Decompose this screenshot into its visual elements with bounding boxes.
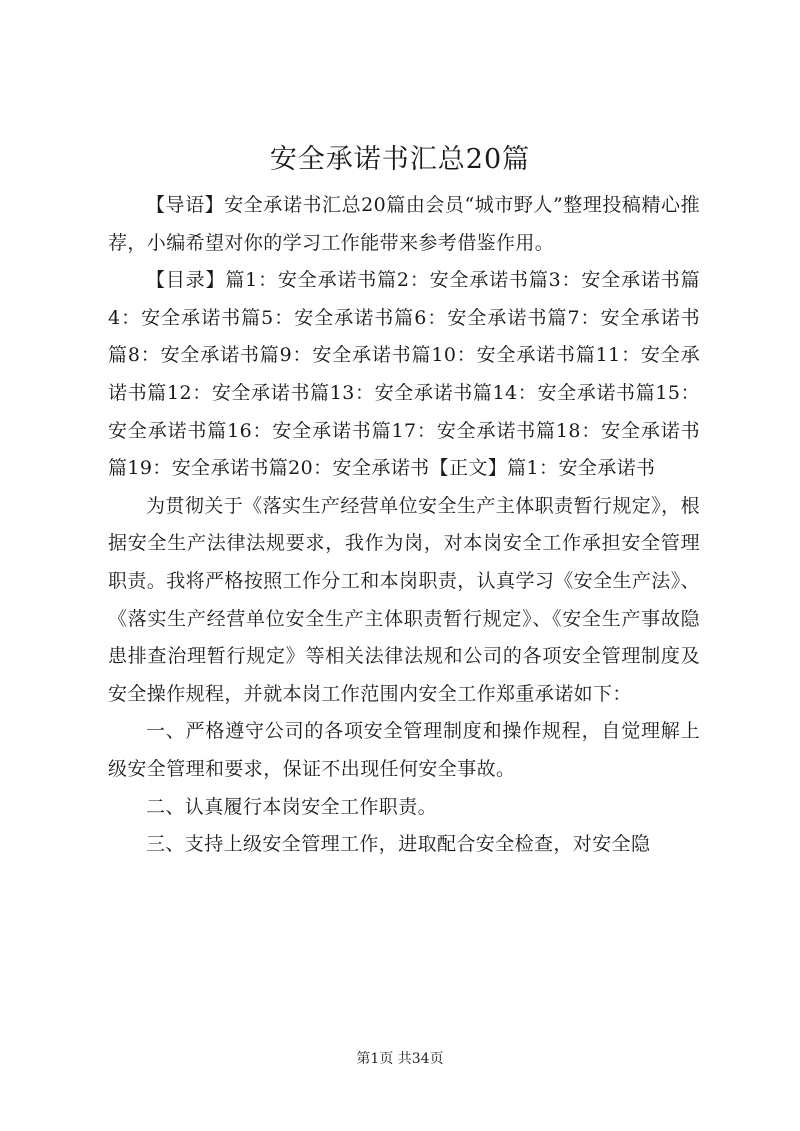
- table-of-contents-paragraph: 【目录】篇1：安全承诺书篇2：安全承诺书篇3：安全承诺书篇4：安全承诺书篇5：安全承诺书篇6：安全承诺书篇7：安全承诺书篇8：安全承诺书篇9：安全承诺书篇10：安全承诺书篇11：安全承诺书篇12：安全承诺书篇13：安全承诺书篇14：安全承诺书篇15：安全承诺书篇16：安全承诺书篇17：安全承诺书篇18：安全承诺书篇19：安全承诺书篇20：安全承诺书【正文】篇1：安全承诺书: [108, 269, 700, 480]
- document-body: [108, 187, 700, 864]
- page-footer: 第1页 共34页: [356, 1051, 444, 1067]
- commitment-item-3: 三、支持上级安全管理工作，进取配合安全检查，对安全隐: [146, 833, 651, 856]
- intro-paragraph: 【导语】安全承诺书汇总20篇由会员“城市野人”整理投稿精心推荐，小编希望对你的学习工作能带来参考借鉴作用。: [108, 194, 700, 254]
- document-title: 安全承诺书汇总20篇: [269, 144, 531, 175]
- commitment-item-2: 二、认真履行本岗安全工作职责。: [146, 795, 438, 818]
- body-paragraph: 为贯彻关于《落实生产经营单位安全生产主体职责暂行规定》，根据安全生产法律法规要求，我作为岗，对本岗安全工作承担安全管理职责。我将严格按照工作分工和本岗职责，认真学习《安全生产法》、《落实生产经营单位安全生产主体职责暂行规定》、《安全生产事故隐患排查治理暂行规定》等相关法律法规和公司的各项安全管理制度及安全操作规程，并就本岗工作范围内安全工作郑重承诺如下：: [108, 494, 700, 705]
- commitment-item-1: 一、严格遵守公司的各项安全管理制度和操作规程，自觉理解上级安全管理和要求，保证不出现任何安全事故。: [108, 720, 700, 780]
